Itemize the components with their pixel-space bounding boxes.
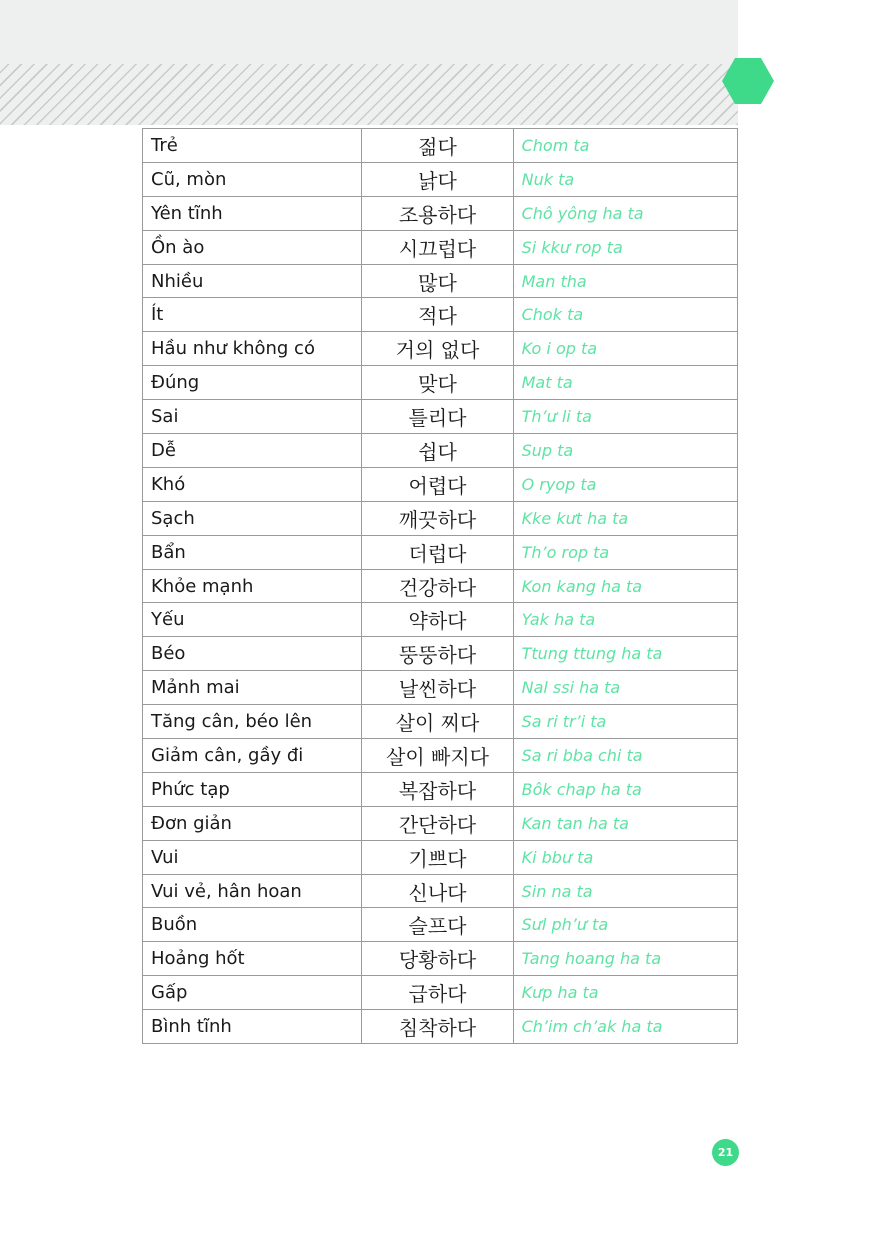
table-row <box>143 671 738 705</box>
vocabulary-table-body <box>143 129 738 1044</box>
table-row <box>143 434 738 468</box>
romanization: Nal ssi ha ta <box>513 671 737 705</box>
korean-word: 쉽다 <box>362 434 513 468</box>
korean-word: 침착하다 <box>362 1010 513 1044</box>
table-row <box>143 705 738 739</box>
korean-word: 신나다 <box>362 874 513 908</box>
page-number: 21 <box>712 1139 739 1166</box>
korean-word: 급하다 <box>362 976 513 1010</box>
korean-word: 더럽다 <box>362 535 513 569</box>
romanization: Sa ri tr’i ta <box>513 705 737 739</box>
korean-word: 당황하다 <box>362 942 513 976</box>
korean-word: 조용하다 <box>362 196 513 230</box>
vietnamese-word: Gấp <box>143 976 362 1010</box>
romanization: Kke kưt ha ta <box>513 501 737 535</box>
vietnamese-word: Trẻ <box>143 129 362 163</box>
vietnamese-word: Béo <box>143 637 362 671</box>
vietnamese-word: Ít <box>143 298 362 332</box>
romanization: Sưl ph’ư ta <box>513 908 737 942</box>
vietnamese-word: Giảm cân, gầy đi <box>143 739 362 773</box>
romanization: Sup ta <box>513 434 737 468</box>
vietnamese-word: Bẩn <box>143 535 362 569</box>
table-row <box>143 739 738 773</box>
romanization: Kưp ha ta <box>513 976 737 1010</box>
vietnamese-word: Khó <box>143 467 362 501</box>
vietnamese-word: Dễ <box>143 434 362 468</box>
vietnamese-word: Ồn ào <box>143 230 362 264</box>
romanization: Th’o rop ta <box>513 535 737 569</box>
korean-word: 살이 찌다 <box>362 705 513 739</box>
romanization: Nuk ta <box>513 162 737 196</box>
vietnamese-word: Sạch <box>143 501 362 535</box>
table-row <box>143 569 738 603</box>
header-stripes <box>0 64 738 125</box>
korean-word: 건강하다 <box>362 569 513 603</box>
vietnamese-word: Bình tĩnh <box>143 1010 362 1044</box>
table-row <box>143 366 738 400</box>
korean-word: 뚱뚱하다 <box>362 637 513 671</box>
korean-word: 많다 <box>362 264 513 298</box>
korean-word: 맞다 <box>362 366 513 400</box>
romanization: Kon kang ha ta <box>513 569 737 603</box>
table-row <box>143 230 738 264</box>
romanization: Ch’im ch’ak ha ta <box>513 1010 737 1044</box>
table-row <box>143 467 738 501</box>
table-row <box>143 332 738 366</box>
table-row <box>143 1010 738 1044</box>
table-row <box>143 264 738 298</box>
romanization: Chok ta <box>513 298 737 332</box>
romanization: Ko i op ta <box>513 332 737 366</box>
romanization: Ttung ttung ha ta <box>513 637 737 671</box>
vietnamese-word: Tăng cân, béo lên <box>143 705 362 739</box>
table-row <box>143 908 738 942</box>
vietnamese-word: Khỏe mạnh <box>143 569 362 603</box>
vocabulary-table <box>142 128 738 1044</box>
korean-word: 복잡하다 <box>362 772 513 806</box>
romanization: Man tha <box>513 264 737 298</box>
korean-word: 슬프다 <box>362 908 513 942</box>
vietnamese-word: Yếu <box>143 603 362 637</box>
table-row <box>143 874 738 908</box>
vietnamese-word: Vui vẻ, hân hoan <box>143 874 362 908</box>
romanization: Si kkư rop ta <box>513 230 737 264</box>
table-row <box>143 535 738 569</box>
romanization: Yak ha ta <box>513 603 737 637</box>
vietnamese-word: Hầu như không có <box>143 332 362 366</box>
table-row <box>143 603 738 637</box>
table-row <box>143 637 738 671</box>
vietnamese-word: Nhiều <box>143 264 362 298</box>
vietnamese-word: Đơn giản <box>143 806 362 840</box>
romanization: Th’ư li ta <box>513 400 737 434</box>
table-row <box>143 840 738 874</box>
korean-word: 거의 없다 <box>362 332 513 366</box>
korean-word: 살이 빠지다 <box>362 739 513 773</box>
romanization: Bôk chap ha ta <box>513 772 737 806</box>
romanization: Ki bbư ta <box>513 840 737 874</box>
korean-word: 간단하다 <box>362 806 513 840</box>
romanization: Kan tan ha ta <box>513 806 737 840</box>
korean-word: 시끄럽다 <box>362 230 513 264</box>
vietnamese-word: Phức tạp <box>143 772 362 806</box>
romanization: Tang hoang ha ta <box>513 942 737 976</box>
romanization: Chom ta <box>513 129 737 163</box>
table-row <box>143 298 738 332</box>
vietnamese-word: Buồn <box>143 908 362 942</box>
table-row <box>143 196 738 230</box>
korean-word: 날씬하다 <box>362 671 513 705</box>
korean-word: 젊다 <box>362 129 513 163</box>
romanization: O ryop ta <box>513 467 737 501</box>
table-row <box>143 772 738 806</box>
korean-word: 약하다 <box>362 603 513 637</box>
table-row <box>143 806 738 840</box>
vietnamese-word: Vui <box>143 840 362 874</box>
table-row <box>143 942 738 976</box>
table-row <box>143 501 738 535</box>
table-row <box>143 976 738 1010</box>
table-row <box>143 162 738 196</box>
korean-word: 낡다 <box>362 162 513 196</box>
korean-word: 적다 <box>362 298 513 332</box>
korean-word: 깨끗하다 <box>362 501 513 535</box>
romanization: Sa ri bba chi ta <box>513 739 737 773</box>
romanization: Chô yông ha ta <box>513 196 737 230</box>
korean-word: 기쁘다 <box>362 840 513 874</box>
vietnamese-word: Cũ, mòn <box>143 162 362 196</box>
vietnamese-word: Hoảng hốt <box>143 942 362 976</box>
korean-word: 틀리다 <box>362 400 513 434</box>
table-row <box>143 400 738 434</box>
vietnamese-word: Yên tĩnh <box>143 196 362 230</box>
romanization: Mat ta <box>513 366 737 400</box>
vietnamese-word: Đúng <box>143 366 362 400</box>
vietnamese-word: Sai <box>143 400 362 434</box>
vietnamese-word: Mảnh mai <box>143 671 362 705</box>
korean-word: 어렵다 <box>362 467 513 501</box>
table-row <box>143 129 738 163</box>
romanization: Sin na ta <box>513 874 737 908</box>
